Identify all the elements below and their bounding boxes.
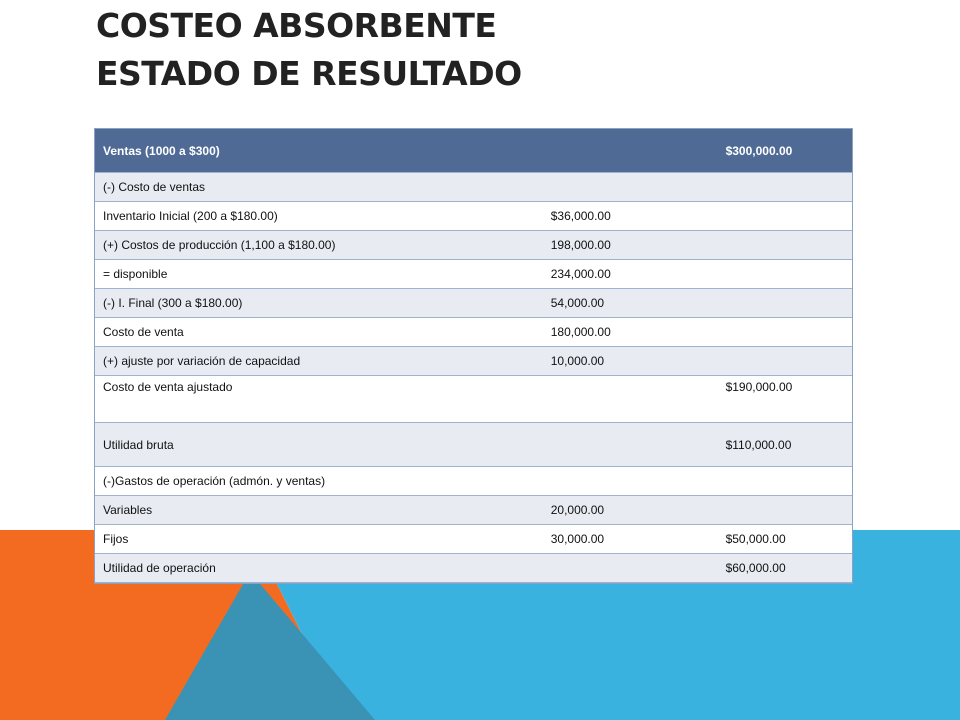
row-right-value: $110,000.00	[718, 423, 852, 467]
row-label: Variables	[95, 496, 543, 525]
title-line-2: ESTADO DE RESULTADO	[96, 54, 522, 93]
row-right-value	[718, 231, 852, 260]
table-row	[95, 289, 852, 318]
row-label: Ventas (1000 a $300)	[95, 129, 543, 173]
row-label: Fijos	[95, 525, 543, 554]
row-mid-value: 20,000.00	[543, 496, 718, 525]
row-label: Costo de venta ajustado	[95, 376, 543, 423]
row-mid-value	[543, 423, 718, 467]
row-label: Inventario Inicial (200 a $180.00)	[95, 202, 543, 231]
table-row	[95, 347, 852, 376]
row-right-value	[718, 202, 852, 231]
row-mid-value	[543, 554, 718, 583]
row-label: = disponible	[95, 260, 543, 289]
row-label: (+) Costos de producción (1,100 a $180.00)	[95, 231, 543, 260]
row-right-value: $50,000.00	[718, 525, 852, 554]
row-mid-value	[543, 173, 718, 202]
table-row	[95, 423, 852, 467]
row-right-value	[718, 260, 852, 289]
row-right-value	[718, 173, 852, 202]
row-mid-value	[543, 129, 718, 173]
row-mid-value: 180,000.00	[543, 318, 718, 347]
table-row	[95, 231, 852, 260]
row-mid-value: 30,000.00	[543, 525, 718, 554]
table-row	[95, 318, 852, 347]
row-mid-value: 54,000.00	[543, 289, 718, 318]
table-row	[95, 467, 852, 496]
table-row	[95, 376, 852, 423]
row-right-value: $60,000.00	[718, 554, 852, 583]
table-row	[95, 525, 852, 554]
table-row	[95, 496, 852, 525]
income-statement-table	[95, 129, 852, 583]
row-right-value	[718, 347, 852, 376]
row-mid-value	[543, 467, 718, 496]
row-right-value	[718, 467, 852, 496]
row-mid-value: $36,000.00	[543, 202, 718, 231]
row-label: Utilidad bruta	[95, 423, 543, 467]
table-row	[95, 129, 852, 173]
title-line-1: COSTEO ABSORBENTE	[96, 6, 497, 45]
table-row	[95, 202, 852, 231]
table-row	[95, 173, 852, 202]
row-right-value: $300,000.00	[718, 129, 852, 173]
row-right-value	[718, 496, 852, 525]
row-mid-value: 234,000.00	[543, 260, 718, 289]
row-mid-value: 198,000.00	[543, 231, 718, 260]
row-label: (-) Costo de ventas	[95, 173, 543, 202]
row-right-value	[718, 289, 852, 318]
row-label: (+) ajuste por variación de capacidad	[95, 347, 543, 376]
row-label: Utilidad de operación	[95, 554, 543, 583]
row-right-value: $190,000.00	[718, 376, 852, 423]
slide-title	[96, 2, 522, 98]
row-label: Costo de venta	[95, 318, 543, 347]
row-label: (-)Gastos de operación (admón. y ventas)	[95, 467, 543, 496]
table-row	[95, 260, 852, 289]
row-right-value	[718, 318, 852, 347]
table-row	[95, 554, 852, 583]
row-mid-value	[543, 376, 718, 423]
row-mid-value: 10,000.00	[543, 347, 718, 376]
row-label: (-) I. Final (300 a $180.00)	[95, 289, 543, 318]
